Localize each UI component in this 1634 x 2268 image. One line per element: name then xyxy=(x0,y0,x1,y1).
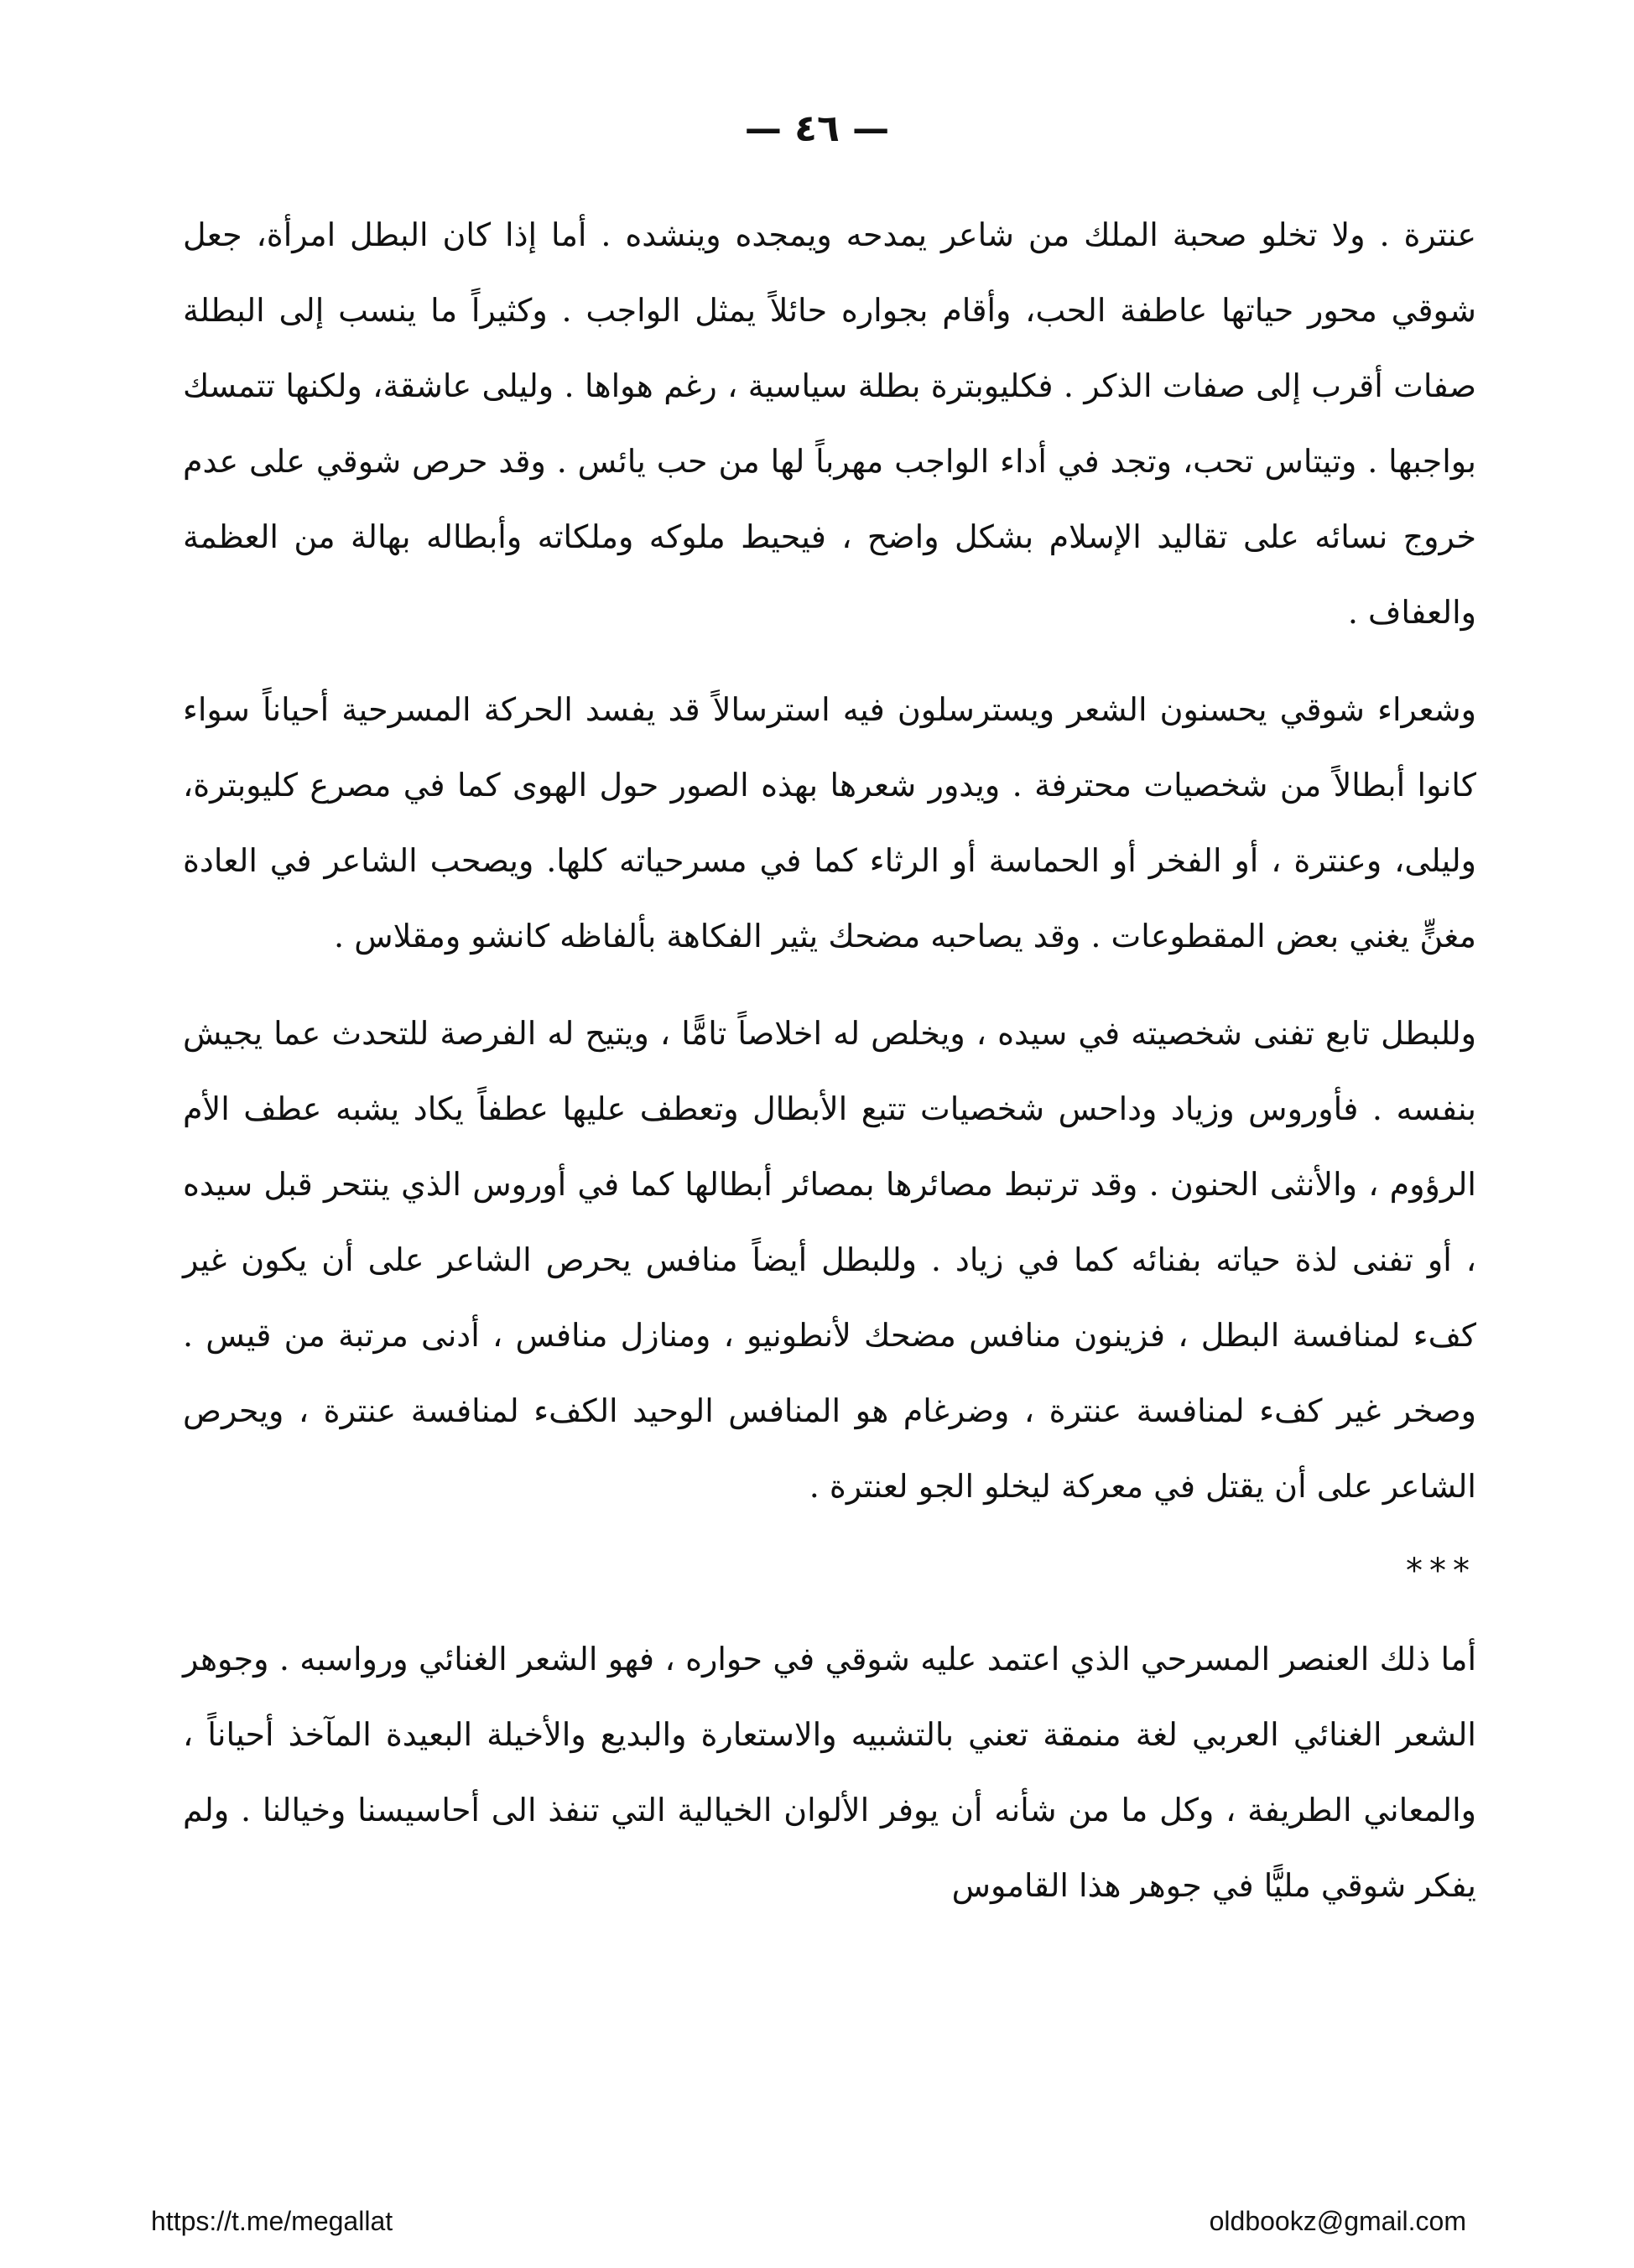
footer-telegram-link[interactable]: https://t.me/megallat xyxy=(151,2206,393,2236)
paragraph-1: عنترة . ولا تخلو صحبة الملك من شاعر يمدحه ويمجده وينشده . أما إذا كان البطل امرأة، جعل شوقي محور حياتها عاطفة الحب، وأقام بجواره حائلاً يمثل الواجب . وكثيراً ما ينسب إلى البطلة صفات أقرب إلى صفات الذكر . فكليوبترة بطلة سياسية ، رغم هواها . وليلى عاشقة، ولكنها تتمسك بواجبها . وتيتاس تحب، وتجد في أداء الواجب مهرباً لها من حب يائس . وقد حرص شوقي على عدم خروج نسائه على تقاليد الإسلام بشكل واضح ، فيحيط ملوكه وملكاته وأبطاله بهالة من العظمة والعفاف . xyxy=(183,216,1476,631)
paragraph-4: أما ذلك العنصر المسرحي الذي اعتمد عليه شوقي في حواره ، فهو الشعر الغنائي ورواسبه . وجوهر الشعر الغنائي العربي لغة منمقة تعني بالتشبيه والاستعارة والبديع والأخيلة البعيدة المآخذ أحياناً ، والمعاني الطريفة ، وكل ما من شأنه أن يوفر الألوان الخيالية التي تنفذ الى أحاسيسنا وخيالنا . ولم يفكر شوقي مليًّا في جوهر هذا القاموس xyxy=(183,1641,1476,1904)
paragraph-2: وشعراء شوقي يحسنون الشعر ويسترسلون فيه استرسالاً قد يفسد الحركة المسرحية أحياناً سواء كانوا أبطالاً من شخصيات محترفة . ويدور شعرها بهذه الصور حول الهوى كما في مصرع كليوبترة، وليلى، وعنترة ، أو الفخر أو الحماسة أو الرثاء كما في مسرحياته كلها. ويصحب الشاعر في العادة مغنٍّ يغني بعض المقطوعات . وقد يصاحبه مضحك يثير الفكاهة بألفاظه كانشو ومقلاس . xyxy=(183,691,1476,955)
body-text xyxy=(183,197,1476,1923)
footer-email[interactable]: oldbookz@gmail.com xyxy=(1209,2206,1466,2236)
page-number: — ٤٦ — xyxy=(744,107,890,150)
paragraph-3: وللبطل تابع تفنى شخصيته في سيده ، ويخلص له اخلاصاً تامًّا ، ويتيح له الفرصة للتحدث عما يجيش بنفسه . فأوروس وزياد وداحس شخصيات تتبع الأبطال وتعطف عليها عطفاً يكاد يشبه عطف الأم الرؤوم ، والأنثى الحنون . وقد ترتبط مصائرها بمصائر أبطالها كما في أوروس الذي ينتحر قبل سيده ، أو تفنى لذة حياته بفنائه كما في زياد . وللبطل أيضاً منافس يحرص الشاعر على أن يكون غير كفء لمنافسة البطل ، فزينون منافس مضحك لأنطونيو ، ومنازل منافس ، أدنى مرتبة من قيس . وصخر غير كفء لمنافسة عنترة ، وضرغام هو المنافس الوحيد الكفء لمنافسة عنترة ، ويحرص الشاعر على أن يقتل في معركة ليخلو الجو لعنترة . xyxy=(183,1015,1476,1505)
section-separator: *** xyxy=(1406,1552,1476,1590)
